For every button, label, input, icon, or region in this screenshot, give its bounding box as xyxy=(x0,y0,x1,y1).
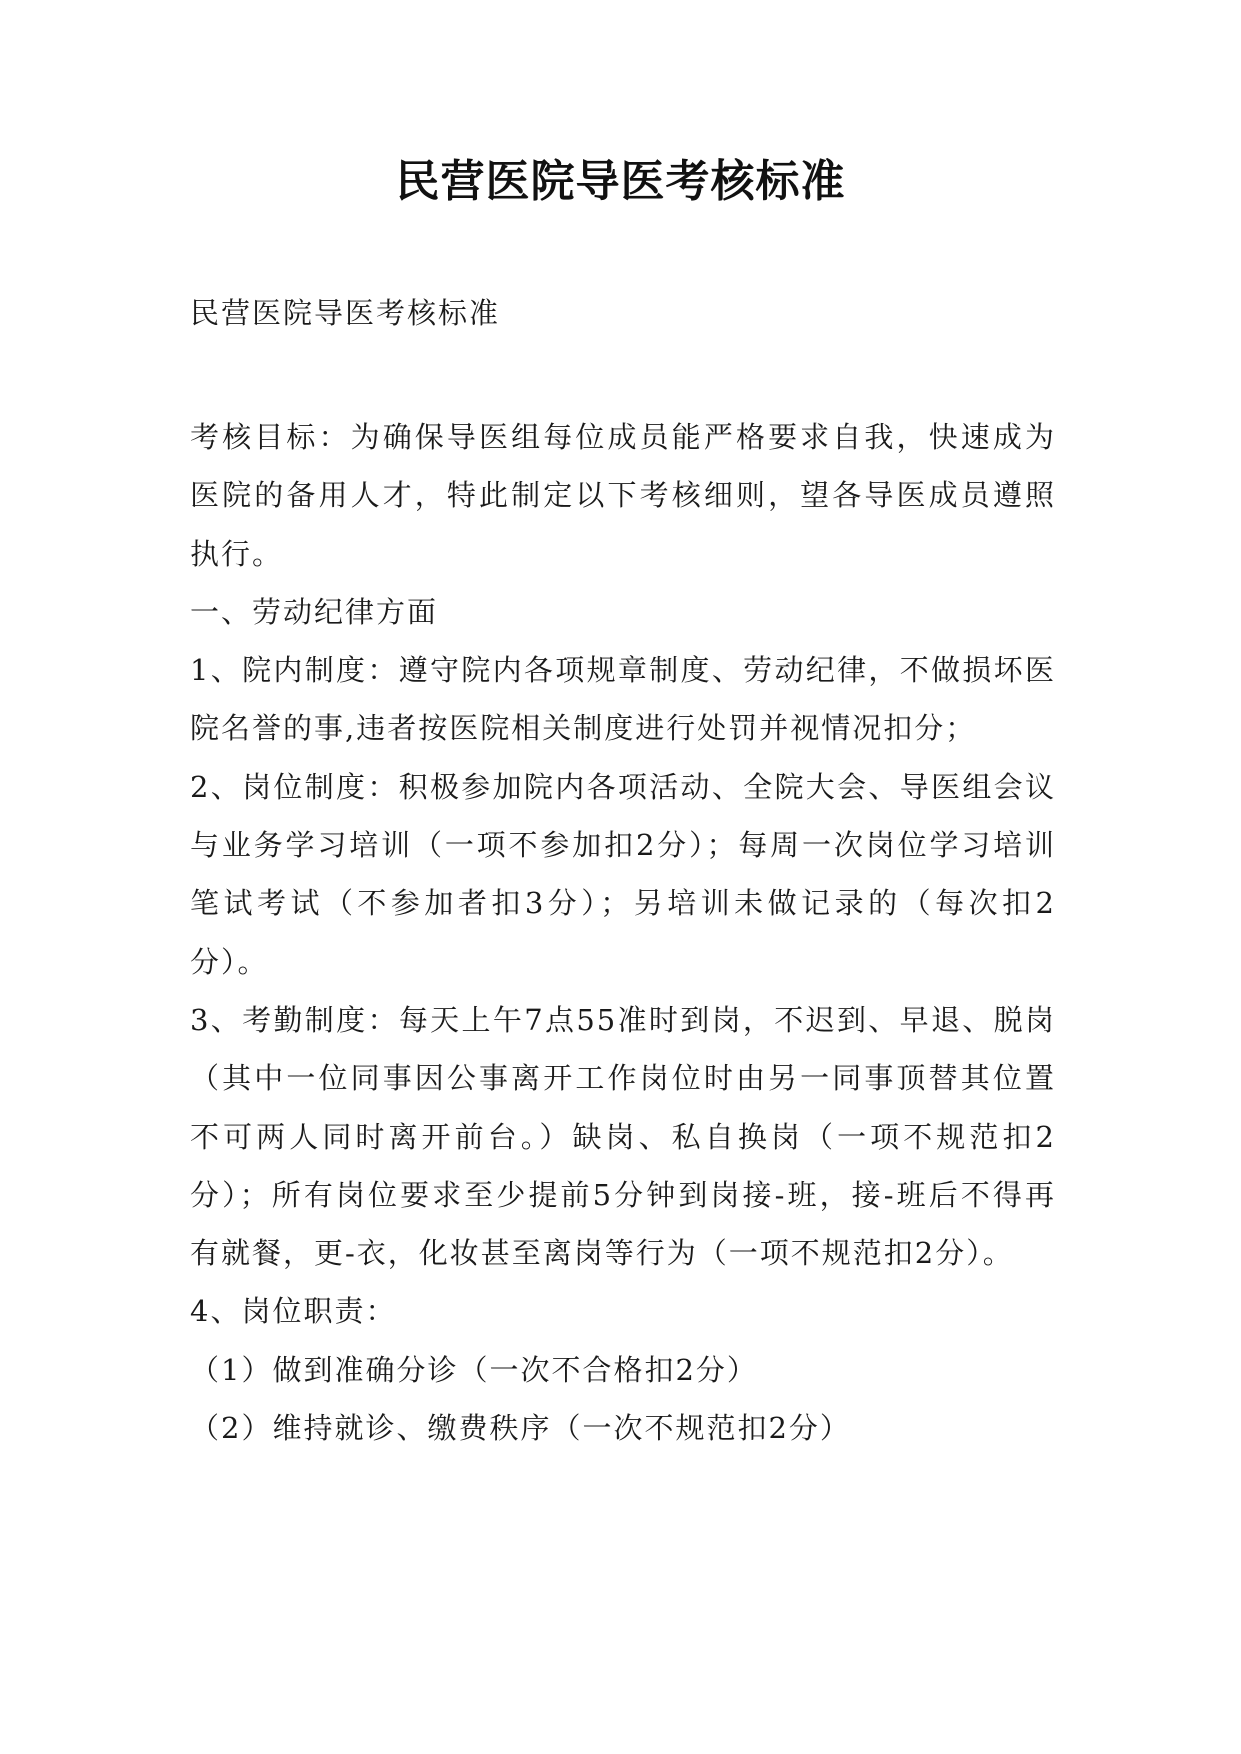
document-title: 民营医院导医考核标准 xyxy=(395,156,846,207)
paragraph-hospital-rules: 1、院内制度：遵守院内各项规章制度、劳动纪律，不做损坏医院名誉的事,违者按医院相关制度进行处罚并视情况扣分； xyxy=(190,653,1056,746)
paragraph-objective: 考核目标：为确保导医组每位成员能严格要求自我，快速成为医院的备用人才，特此制定以下考核细则，望各导医成员遵照执行。 xyxy=(190,420,1056,571)
paragraph-attendance-rules: 3、考勤制度：每天上午7点55准时到岗，不迟到、早退、脱岗（其中一位同事因公事离开工作岗位时由另一同事顶替其位置不可两人同时离开前台。）缺岗、私自换岗（一项不规范扣2分）；所有岗位要求至少提前5分钟到岗接-班，接-班后不得再有就餐，更-衣，化妆甚至离岗等行为（一项不规范扣2分）。 xyxy=(190,1002,1056,1271)
document-subtitle: 民营医院导医考核标准 xyxy=(190,296,501,330)
section-heading-discipline: 一、劳动纪律方面 xyxy=(190,594,439,629)
list-item-order: （2）维持就诊、缴费秩序（一次不规范扣2分） xyxy=(190,1411,851,1446)
paragraph-position-rules: 2、岗位制度：积极参加院内各项活动、全院大会、导医组会议与业务学习培训（一项不参加扣2分）；每周一次岗位学习培训笔试考试（不参加者扣3分）；另培训未做记录的（每次扣2分）。 xyxy=(190,769,1056,979)
list-item-triage: （1）做到准确分诊（一次不合格扣2分） xyxy=(190,1352,758,1387)
paragraph-position-duties: 4、岗位职责： xyxy=(190,1294,397,1329)
document-body xyxy=(190,408,1056,1457)
